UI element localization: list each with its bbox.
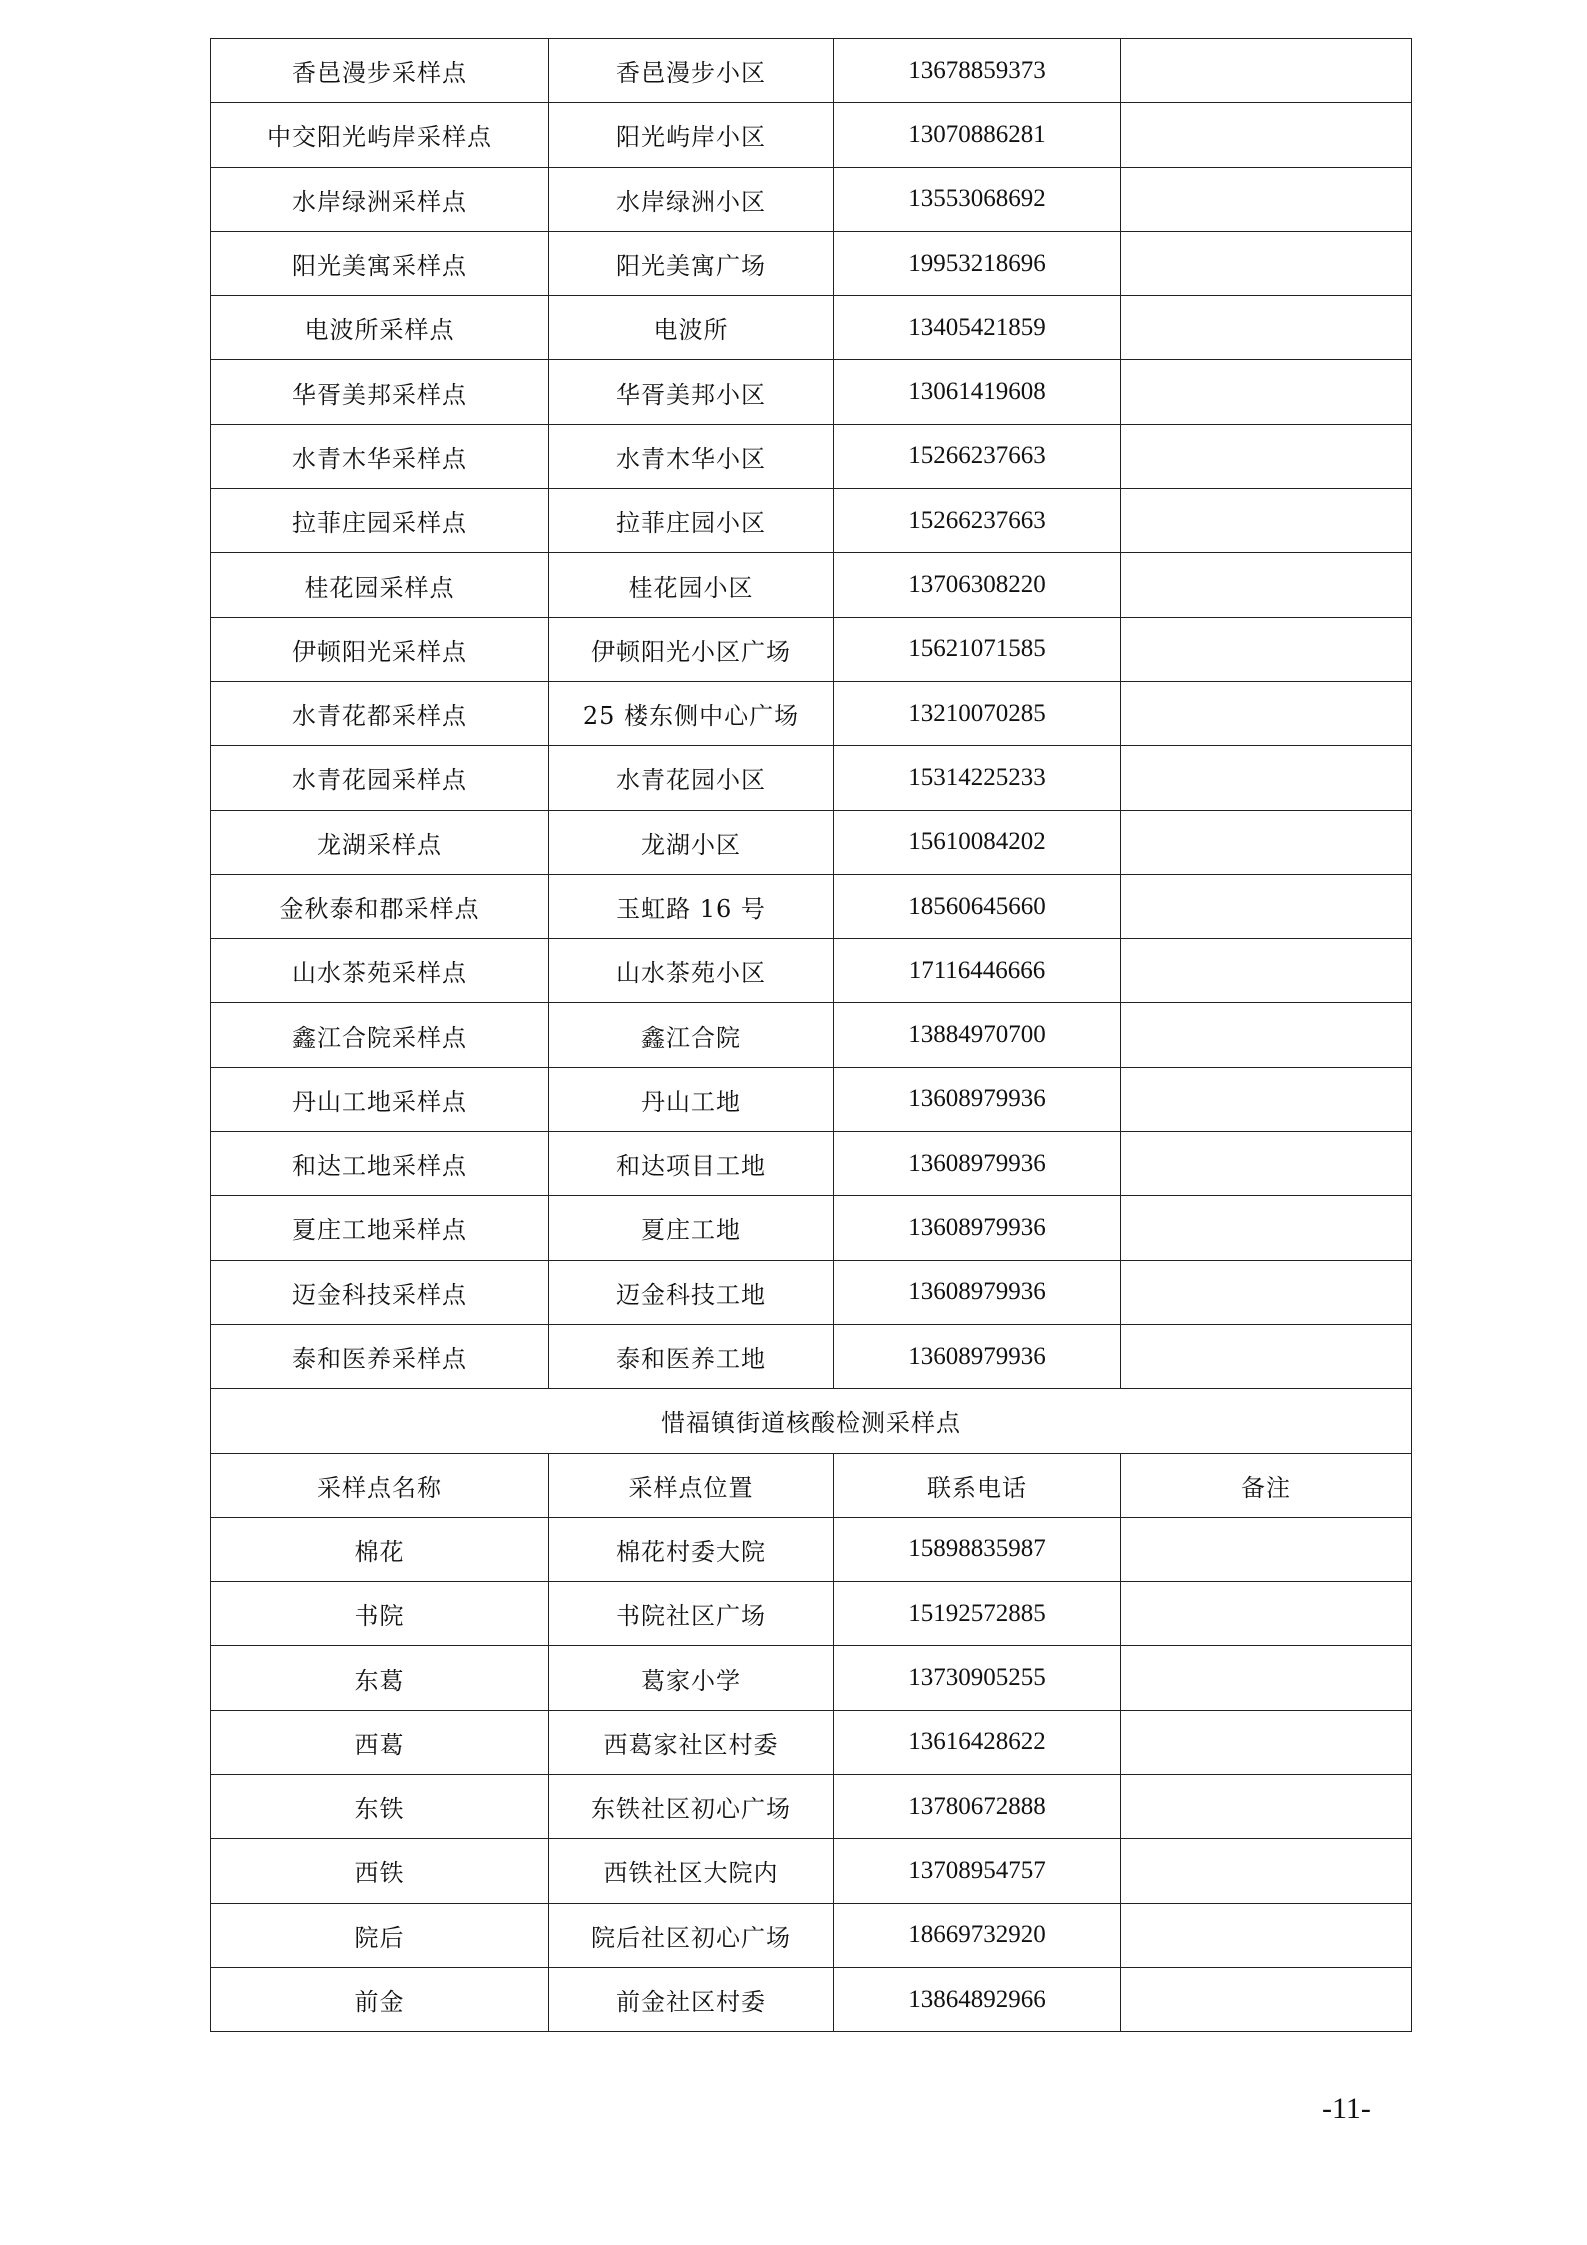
site-name-cell: 桂花园采样点 [211,553,549,617]
section-title: 惜福镇街道核酸检测采样点 [211,1389,1412,1453]
header-row [211,1453,1412,1517]
remarks-cell [1121,167,1412,231]
site-location-cell: 桂花园小区 [549,553,834,617]
contact-phone-cell: 15314225233 [834,746,1121,810]
contact-phone-cell: 13678859373 [834,39,1121,103]
site-location-cell: 葛家小学 [549,1646,834,1710]
contact-phone-cell: 13405421859 [834,296,1121,360]
site-name-cell: 阳光美寓采样点 [211,231,549,295]
contact-phone-cell: 13608979936 [834,1196,1121,1260]
table-row [211,746,1412,810]
site-name-cell: 东铁 [211,1775,549,1839]
site-name-cell: 前金 [211,1967,549,2031]
table-row [211,1003,1412,1067]
remarks-cell [1121,1710,1412,1774]
contact-phone-cell: 19953218696 [834,231,1121,295]
site-location-cell: 和达项目工地 [549,1132,834,1196]
column-header: 采样点位置 [549,1453,834,1517]
contact-phone-cell: 13553068692 [834,167,1121,231]
remarks-cell [1121,1903,1412,1967]
contact-phone-cell: 13608979936 [834,1132,1121,1196]
site-name-cell: 泰和医养采样点 [211,1324,549,1388]
contact-phone-cell: 15266237663 [834,489,1121,553]
site-name-cell: 电波所采样点 [211,296,549,360]
table-row [211,360,1412,424]
remarks-cell [1121,424,1412,488]
table-row [211,167,1412,231]
site-name-cell: 水青木华采样点 [211,424,549,488]
contact-phone-cell: 17116446666 [834,939,1121,1003]
table-row [211,939,1412,1003]
remarks-cell [1121,39,1412,103]
site-name-cell: 西葛 [211,1710,549,1774]
column-header: 备注 [1121,1453,1412,1517]
remarks-cell [1121,553,1412,617]
table-row [211,1839,1412,1903]
contact-phone-cell: 13608979936 [834,1067,1121,1131]
remarks-cell [1121,1003,1412,1067]
contact-phone-cell: 13706308220 [834,553,1121,617]
table-row [211,810,1412,874]
site-location-cell: 山水茶苑小区 [549,939,834,1003]
site-location-cell: 棉花村委大院 [549,1517,834,1581]
table-row [211,39,1412,103]
site-location-cell: 拉菲庄园小区 [549,489,834,553]
site-location-cell: 伊顿阳光小区广场 [549,617,834,681]
contact-phone-cell: 15621071585 [834,617,1121,681]
table-row [211,1260,1412,1324]
column-header: 采样点名称 [211,1453,549,1517]
remarks-cell [1121,1582,1412,1646]
site-name-cell: 山水茶苑采样点 [211,939,549,1003]
remarks-cell [1121,1324,1412,1388]
site-name-cell: 伊顿阳光采样点 [211,617,549,681]
site-location-cell: 香邑漫步小区 [549,39,834,103]
sampling-points-table [210,38,1412,2032]
remarks-cell [1121,681,1412,745]
site-name-cell: 迈金科技采样点 [211,1260,549,1324]
site-location-cell: 西葛家社区村委 [549,1710,834,1774]
site-name-cell: 丹山工地采样点 [211,1067,549,1131]
site-name-cell: 金秋泰和郡采样点 [211,874,549,938]
table-row [211,296,1412,360]
table-row [211,553,1412,617]
site-location-cell: 25 楼东侧中心广场 [549,681,834,745]
site-location-cell: 水青花园小区 [549,746,834,810]
contact-phone-cell: 13608979936 [834,1324,1121,1388]
remarks-cell [1121,810,1412,874]
site-location-cell: 前金社区村委 [549,1967,834,2031]
remarks-cell [1121,1067,1412,1131]
contact-phone-cell: 13616428622 [834,1710,1121,1774]
table-row [211,1196,1412,1260]
site-name-cell: 水岸绿洲采样点 [211,167,549,231]
table-row [211,1967,1412,2031]
table-row [211,103,1412,167]
site-location-cell: 电波所 [549,296,834,360]
contact-phone-cell: 13210070285 [834,681,1121,745]
table-row [211,1646,1412,1710]
contact-phone-cell: 15610084202 [834,810,1121,874]
site-location-cell: 华胥美邦小区 [549,360,834,424]
site-location-cell: 丹山工地 [549,1067,834,1131]
site-location-cell: 龙湖小区 [549,810,834,874]
site-location-cell: 西铁社区大院内 [549,1839,834,1903]
remarks-cell [1121,1132,1412,1196]
table-row [211,489,1412,553]
table-row [211,1775,1412,1839]
site-location-cell: 阳光屿岸小区 [549,103,834,167]
contact-phone-cell: 13061419608 [834,360,1121,424]
remarks-cell [1121,1517,1412,1581]
remarks-cell [1121,874,1412,938]
remarks-cell [1121,489,1412,553]
site-name-cell: 香邑漫步采样点 [211,39,549,103]
table-row [211,874,1412,938]
table-row [211,617,1412,681]
table-row [211,1710,1412,1774]
table-row [211,231,1412,295]
site-name-cell: 鑫江合院采样点 [211,1003,549,1067]
site-location-cell: 夏庄工地 [549,1196,834,1260]
site-name-cell: 拉菲庄园采样点 [211,489,549,553]
section-title-row [211,1389,1412,1453]
site-name-cell: 夏庄工地采样点 [211,1196,549,1260]
remarks-cell [1121,746,1412,810]
remarks-cell [1121,1646,1412,1710]
site-name-cell: 东葛 [211,1646,549,1710]
remarks-cell [1121,939,1412,1003]
table-body [211,39,1412,2032]
table-row [211,1132,1412,1196]
table-row [211,424,1412,488]
site-location-cell: 水青木华小区 [549,424,834,488]
table-row [211,1582,1412,1646]
table-row [211,681,1412,745]
table-row [211,1903,1412,1967]
remarks-cell [1121,1260,1412,1324]
site-location-cell: 泰和医养工地 [549,1324,834,1388]
column-header: 联系电话 [834,1453,1121,1517]
site-name-cell: 书院 [211,1582,549,1646]
site-location-cell: 鑫江合院 [549,1003,834,1067]
remarks-cell [1121,1775,1412,1839]
contact-phone-cell: 13884970700 [834,1003,1121,1067]
site-name-cell: 华胥美邦采样点 [211,360,549,424]
contact-phone-cell: 18560645660 [834,874,1121,938]
remarks-cell [1121,1839,1412,1903]
contact-phone-cell: 13708954757 [834,1839,1121,1903]
site-name-cell: 棉花 [211,1517,549,1581]
table-row [211,1067,1412,1131]
table-row [211,1517,1412,1581]
site-location-cell: 院后社区初心广场 [549,1903,834,1967]
remarks-cell [1121,1967,1412,2031]
remarks-cell [1121,1196,1412,1260]
site-name-cell: 院后 [211,1903,549,1967]
remarks-cell [1121,231,1412,295]
site-name-cell: 水青花园采样点 [211,746,549,810]
contact-phone-cell: 13780672888 [834,1775,1121,1839]
site-name-cell: 中交阳光屿岸采样点 [211,103,549,167]
remarks-cell [1121,296,1412,360]
remarks-cell [1121,617,1412,681]
remarks-cell [1121,103,1412,167]
contact-phone-cell: 18669732920 [834,1903,1121,1967]
contact-phone-cell: 15266237663 [834,424,1121,488]
remarks-cell [1121,360,1412,424]
table-row [211,1324,1412,1388]
site-location-cell: 水岸绿洲小区 [549,167,834,231]
page-number: -11- [1322,2092,1371,2125]
contact-phone-cell: 15898835987 [834,1517,1121,1581]
site-name-cell: 龙湖采样点 [211,810,549,874]
site-name-cell: 水青花都采样点 [211,681,549,745]
contact-phone-cell: 15192572885 [834,1582,1121,1646]
site-location-cell: 书院社区广场 [549,1582,834,1646]
site-name-cell: 和达工地采样点 [211,1132,549,1196]
site-location-cell: 阳光美寓广场 [549,231,834,295]
site-location-cell: 东铁社区初心广场 [549,1775,834,1839]
site-location-cell: 玉虹路 16 号 [549,874,834,938]
contact-phone-cell: 13070886281 [834,103,1121,167]
contact-phone-cell: 13608979936 [834,1260,1121,1324]
contact-phone-cell: 13730905255 [834,1646,1121,1710]
contact-phone-cell: 13864892966 [834,1967,1121,2031]
site-name-cell: 西铁 [211,1839,549,1903]
site-location-cell: 迈金科技工地 [549,1260,834,1324]
